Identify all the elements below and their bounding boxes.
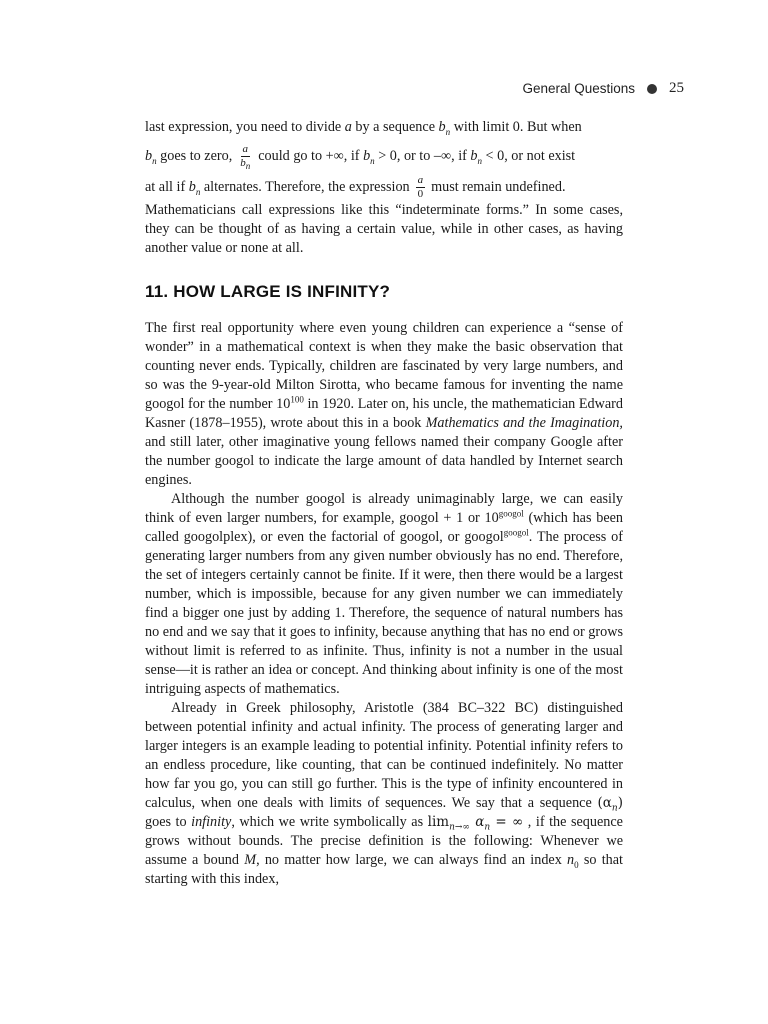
intro-line-2: $b_n$ goes to zero, $\frac{a}{b_n}$ could go to +∞, if $b_n > 0$, or to –∞, if $b_n < 0$, or not exist: [145, 143, 576, 172]
book-title: Mathematics and the Imagination,: [425, 415, 623, 431]
section-heading: 11. HOW LARGE IS INFINITY?: [145, 282, 391, 301]
fraction-a-over-0: $\frac{a}{0}$: [417, 174, 424, 200]
intro-rest: Mathematicians call expressions like this “indeterminate forms.” In some cases, they can be thought of as having a certain value, while in other cases, as having another value or none at all.: [145, 202, 623, 256]
running-title: General Questions: [522, 81, 635, 96]
page-body: [145, 118, 623, 889]
paragraph-2: Although the number googol is already unimaginably large, we can easily think of even larger numbers, for example, googol + 1 or $10^{googol}$ (which has been called googolplex), or even the factorial of googol, or googol$^{googol}$. The process of generating larger numbers from any given number obviously has no end. Therefore, the set of integers certainly cannot be finite. If it were, then there would be a largest number, which is impossible, because for any given number we can immediately find a bigger one just by adding 1. Therefore, the sequence of natural numbers has no end and we say that it goes to infinity, because anything that has no end or grows without limit is referred to as infinite. Thus, infinity is not a number in the usual sense—it is rather an idea or concept. And thinking about infinity is one of the most intriguing aspects of mathematics.: [145, 491, 624, 697]
running-header: [522, 80, 684, 97]
fraction-a-over-bn: $\frac{a}{b_n}$: [240, 143, 251, 172]
paragraph-1: The first real opportunity where even young children can experience a “sense of wonder” in a mathematical context is when they make the basic observation that counting never ends. Typically, children are fascinated by very large numbers, and so was the 9-year-old Milton Sirotta, who became famous for inventing the name googol for the number $10^{100}$ in 1920. Later on, his uncle, the mathematician Edward Kasner (1878–1955), wrote about this in a book Mathematics and the Imagination, and still later, other imaginative young fellows named their company Google after the number googol to indicate the large amount of data handled by Internet search engines.: [145, 320, 623, 488]
paragraph-3: Already in Greek philosophy, Aristotle (384 BC–322 BC) distinguished between potential infinity and actual infinity. The process of generating larger and larger integers is an example leading to potential infinity. Potential infinity refers to an endless procedure, like counting, that can be continued indefinitely. No matter how far you go, you can still go further. This is the type of infinity encountered in calculus, when one deals with limits of sequences. We say that a sequence $(\alpha_n)$ goes to infinity, which we write symbolically as $\lim_{n\to\infty} \alpha_n$ = ∞ , if the sequence grows without bounds. The precise definition is the following: Whenever we assume a bound M, no matter how large, we can always find an index $n_0$ so that starting with this index,: [145, 700, 623, 887]
sequence-notation: $(\alpha_n)$: [597, 795, 623, 814]
bullet-dot-icon: [647, 84, 657, 94]
page-number: 25: [669, 80, 684, 96]
intro-line-1: last expression, you need to divide a by a sequence $b_n$ with limit 0. But when: [145, 119, 582, 137]
intro-line-3: at all if $b_n$ alternates. Therefore, the expression $\frac{a}{0}$ must remain undefined.: [145, 174, 566, 200]
limit-notation: $\lim_{n\to\infty} \alpha_n$ = ∞: [427, 814, 524, 833]
